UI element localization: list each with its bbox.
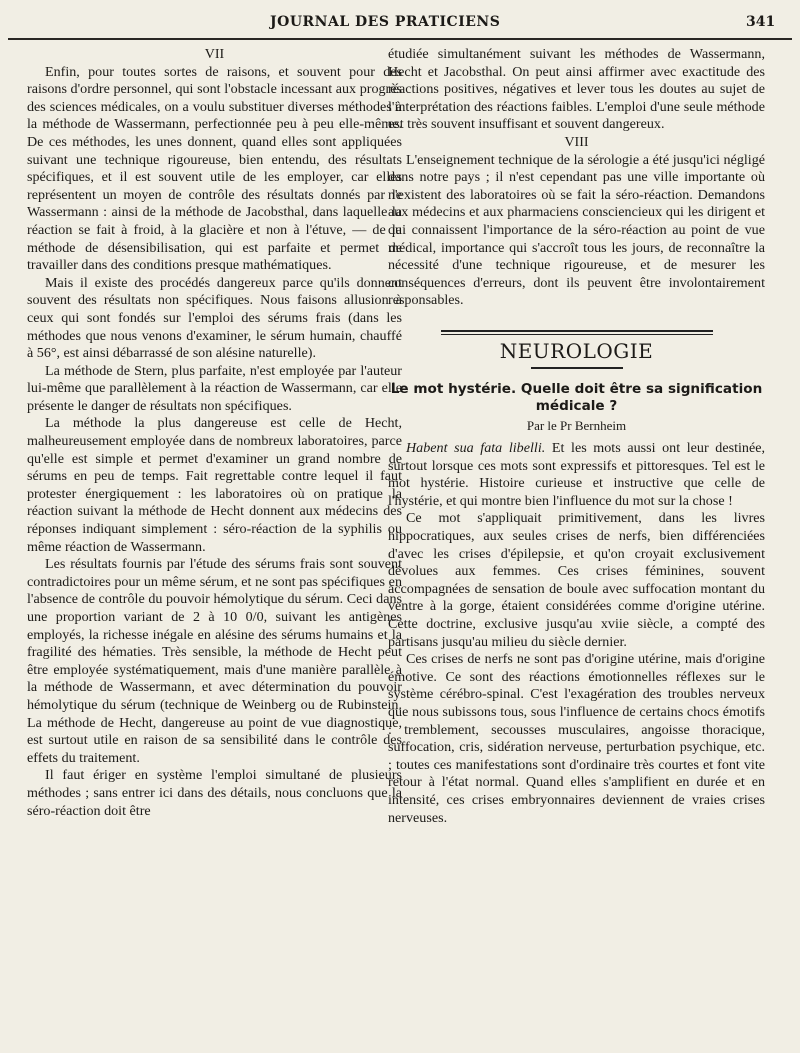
paragraph: Ces crises de nerfs ne sont pas d'origine utérine, mais d'origine émotive. Ce sont des réactions émotionnelles réflexes sur le système cérébro-spinal. C'est l'exagération des troubles nerveux que nous subissons tous, sous l'influence de certains chocs émotifs : tremblement, secousses musculaires, angoisse thoracique, suffocation, cris, sidération nerveuse, perturbation psychique, etc. ; toutes ces manifestations sont d'ordinaire très courtes et font vite retour à l'état normal. Quand elles s'amplifient en durée et en intensité, ces crises embryonnaires deviennent de vraies crises nerveuses.	[388, 651, 765, 826]
paragraph-text: Et les mots aussi ont leur destinée, surtout lorsque ces mots sont expressifs et pittoresques. Tel est le mot hystérie. Histoire curieuse et instructive que celle de l'hystérie, et qui montre bien l'influence du mot sur la chose !	[388, 440, 765, 509]
paragraph-continued: étudiée simultanément suivant les méthodes de Wassermann, Hecht et Jacobsthal. On peut ainsi affirmer avec exactitude des réactions positives, négatives et lever tous les doutes au sujet de l'interprétation des réactions faibles. L'emploi d'une seule méthode est très souvent insuffisant et souvent dangereux.	[388, 46, 765, 133]
paragraph	[388, 440, 765, 510]
section-heading-vii: VII	[204, 47, 225, 62]
header-rule	[8, 38, 792, 40]
byline: Par le Pr Bernheim	[526, 417, 627, 433]
section-heading-viii: VIII	[564, 134, 589, 150]
paragraph: La méthode la plus dangereuse est celle de Hecht, malheureusement employée dans de nombreux laboratoires, parce qu'elle est simple et permet d'examiner un grand nombre de sérums en peu de temps. Fait regrettable contre lequel il faut protester énergiquement : les laboratoires où on pratique la réaction suivant la méthode de Hecht donnent aux médecins des réponses indiquant simplement : séro-réaction de la syphilis ou même réaction de Wassermann.	[27, 415, 402, 555]
left-column	[27, 46, 402, 820]
article-title: Le mot hystérie. Quelle doit être sa signification médicale ?	[390, 380, 763, 414]
paragraph: Enfin, pour toutes sortes de raisons, et souvent pour des raisons d'ordre personnel, qui sont l'obstacle incessant aux progrès des sciences médicales, on a voulu substituer diverses méthodes à la méthode de Wassermann, perfectionnée peu à peu elle-même. De ces méthodes, les unes donnent, quand elles sont appliquées suivant une technique rigoureuse, bien entendu, des résultats spécifiques, et il est souvent utile de les employer, car elles représentent un moyen de contrôle des résultats donnés par le Wassermann : ainsi de la méthode de Jacobsthal, dans laquelle la réaction se fait à froid, à la glacière et non à l'étuve, — de la méthode de désensibilisation, qui est parfaite et permet de travailler dans des conditions presque mathématiques.	[27, 63, 402, 274]
paragraph: La méthode de Stern, plus parfaite, n'est employée par l'auteur lui-même que parallèlement à la réaction de Wassermann, car elle présente le danger de résultats non spécifiques.	[27, 362, 402, 414]
paragraph: Ce mot s'appliquait primitivement, dans les livres hippocratiques, aux seules crises de nerfs, bien différenciées d'avec les crises d'épilepsie, et qu'on croyait exclusivement dévolues aux femmes. Ces crises féminines, souvent accompagnées de sensation de boule avec suffocation montant du ventre à la gorge, étaient considérées comme d'origine utérine. Cette doctrine, exclusive jusqu'au xviie siècle, a compté des partisans jusqu'au milieu du siècle dernier.	[388, 510, 765, 650]
right-column	[388, 46, 765, 827]
rule-line	[441, 334, 713, 335]
rule-line	[441, 330, 713, 332]
rubric-rules	[388, 330, 765, 335]
rubric-heading: NEUROLOGIE	[499, 338, 654, 363]
latin-quote: Habent sua fata libelli.	[406, 440, 546, 457]
paragraph: Les résultats fournis par l'étude des sérums frais sont souvent contradictoires pour un même sérum, et ne sont pas spécifiques en l'absence de contrôle du pouvoir hémolytique du sérum. Ceci dans une proportion variant de 2 à 10 0/0, suivant les antigènes employés, la richesse inégale en alésine des sérums humains et la fragilité des hématies. Très sensible, la méthode de Hecht peut être employée systématiquement, mais d'une manière parallèle à la méthode de Wassermann, et avec détermination du pouvoir hémolytique du sérum (technique de Weinberg ou de Rubinstein. La méthode de Hecht, dangereuse au point de vue diagnostique, est surtout utile en raison de sa sensibilité dans le contrôle des effets du traitement.	[27, 556, 402, 766]
paragraph: Il faut ériger en système l'emploi simultané de plusieurs méthodes ; sans entrer ici dans des détails, nous concluons que la séro-réaction doit être	[27, 767, 402, 819]
page-number: 341	[746, 14, 776, 30]
journal-title: JOURNAL DES PRATICIENS	[270, 14, 501, 30]
running-header	[0, 10, 800, 36]
paragraph: L'enseignement technique de la sérologie a été jusqu'ici négligé dans notre pays ; il n'est cependant pas une ville importante où n'existent des laboratoires où se fait la séro-réaction. Demandons aux médecins et aux pharmaciens consciencieux qui les dirigent et qui connaissent l'importance de la séro-réaction au point de vue médical, importance qui s'accroît tous les jours, de reconnaître la nécessité d'une technique rigoureuse, et de mesurer les conséquences d'erreurs, dont ils peuvent être involontairement responsables.	[388, 151, 765, 309]
paragraph: Mais il existe des procédés dangereux parce qu'ils donnent souvent des résultats non spécifiques. Nous faisons allusion à ceux qui sont fondés sur l'emploi des sérums frais (dans les méthodes que nous venons d'examiner, le sérum humain, chauffé à 56°, est ainsi débarrassé de son alésine naturelle).	[27, 274, 402, 362]
rubric-underline	[531, 367, 623, 369]
